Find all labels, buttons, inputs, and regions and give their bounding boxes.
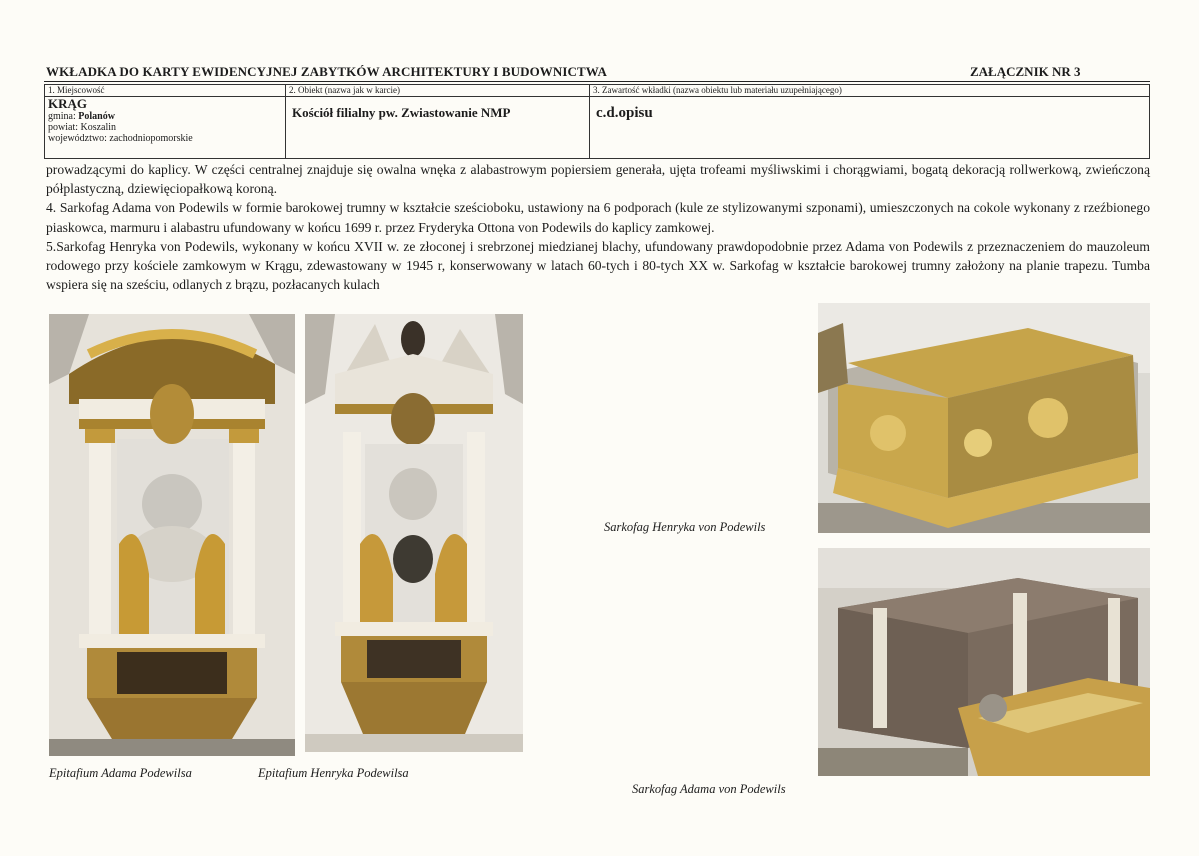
wojewodztwo-value: zachodniopomorskie (109, 133, 193, 144)
record-card-table (44, 84, 1150, 159)
wojewodztwo-line (48, 133, 282, 144)
header-rule (44, 81, 1150, 82)
gmina-line (48, 111, 282, 122)
description-text (46, 160, 1150, 294)
object-name: Kościół filialny pw. Zwiastowanie NMP (286, 97, 590, 159)
epitaph-henryk-photo (305, 314, 523, 752)
col-label-content: 3. Zawartość wkładki (nazwa obiektu lub materiału uzupełniającego) (590, 85, 1150, 97)
annex-number: ZAŁĄCZNIK NR 3 (970, 64, 1081, 79)
epitaph-adam-photo (49, 314, 295, 756)
paragraph-sarcophagus-adam: 4. Sarkofag Adama von Podewils w formie barokowej trumny w kształcie sześcioboku, ustawiony na 6 podporach (kule ze stylizowanymi szponami), umieszczonych na cokole wykonany z rzeźbionego piaskowca, marmuru i alabastru ufundowany w końcu 1699 r. przez Fryderyka Ottona von Podewils do kaplicy zamkowej. (46, 200, 1150, 235)
sarcophagus-adam-photo (818, 548, 1150, 776)
paragraph-epitaph-continued: prowadzącymi do kaplicy. W części centralnej znajduje się owalna wnęka z alabastrowym popiersiem generała, ujęta trofeami myśliwskimi i chorągwiami, bogatą dekoracją rollwerkową, zwieńczoną półplastyczną, dziewięciopałkową koroną. (46, 162, 1150, 197)
place-name: KRĄG (48, 96, 87, 111)
place-cell (45, 97, 286, 159)
col-label-place: 1. Miejscowość (45, 85, 286, 97)
caption-sarcophagus-henryk: Sarkofag Henryka von Podewils (604, 520, 766, 534)
content-name: c.d.opisu (590, 97, 1150, 159)
powiat-line (48, 122, 282, 133)
powiat-label: powiat: (48, 122, 78, 133)
powiat-value: Koszalin (80, 122, 117, 133)
caption-epitaph-adam: Epitafium Adama Podewilsa (49, 766, 192, 780)
caption-sarcophagus-adam: Sarkofag Adama von Podewils (632, 782, 786, 796)
gmina-label: gmina: (48, 111, 76, 122)
gmina-value: Polanów (78, 111, 115, 122)
wojewodztwo-label: województwo: (48, 133, 107, 144)
paragraph-sarcophagus-henryk: 5.Sarkofag Henryka von Podewils, wykonany w końcu XVII w. ze złoconej i srebrzonej miedzianej blachy, ufundowany prawdopodobnie przez Adama von Podewils z przeznaczeniem do mauzoleum rodowego przy kościele zamkowym w Krągu, zdewastowany w 1945 r, konserwowany w latach 60-tych i 80-tych XX w. Sarkofag w kształcie barokowej trumny założony na planie trapezu. Tumba wspiera się na sześciu, odlanych z brązu, pozłacanych kulach (46, 238, 1150, 293)
document-title: WKŁADKA DO KARTY EWIDENCYJNEJ ZABYTKÓW ARCHITEKTURY I BUDOWNICTWA (46, 64, 607, 79)
col-label-object: 2. Obiekt (nazwa jak w karcie) (286, 85, 590, 97)
sarcophagus-henryk-photo (818, 303, 1150, 533)
caption-epitaph-henryk: Epitafium Henryka Podewilsa (258, 766, 409, 780)
